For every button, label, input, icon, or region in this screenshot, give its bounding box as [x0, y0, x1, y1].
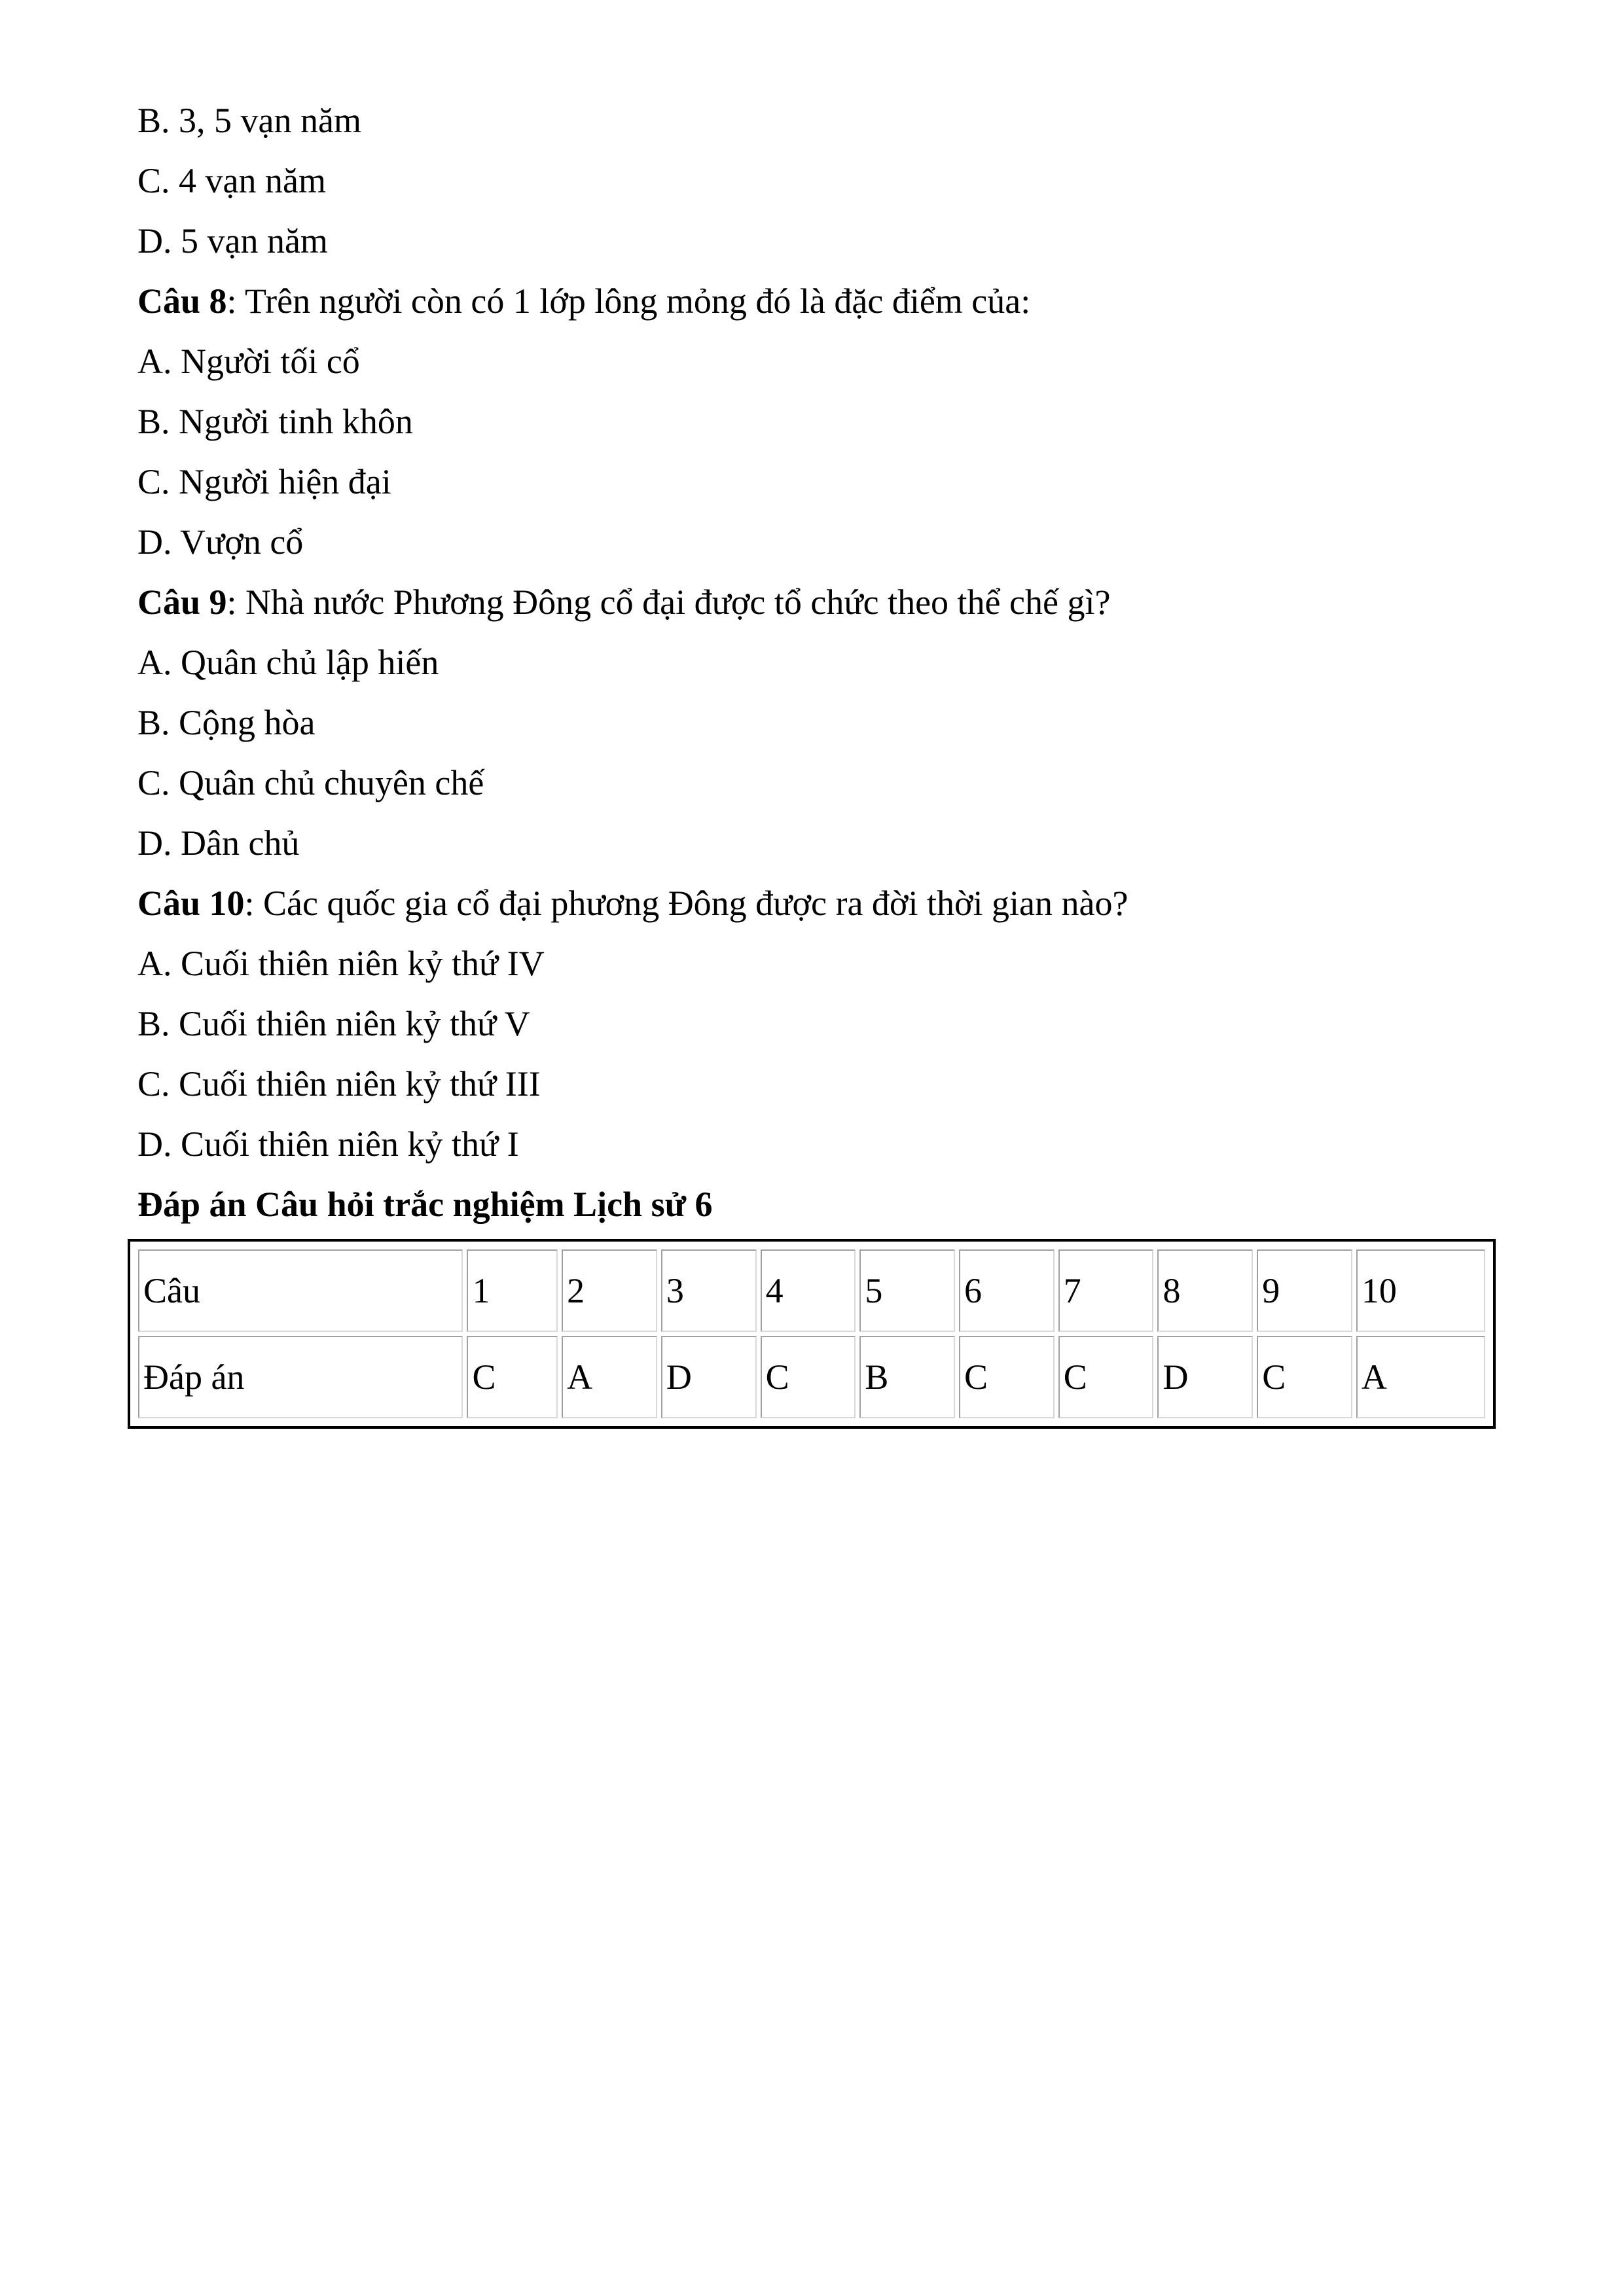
answer-cell: B: [859, 1336, 955, 1418]
option-line: A. Cuối thiên niên kỷ thứ IV: [137, 944, 545, 983]
answer-table: [128, 1239, 1496, 1429]
option-line: C. Người hiện đại: [137, 462, 391, 501]
question-number-cell: 7: [1058, 1249, 1154, 1332]
option-line: D. Cuối thiên niên kỷ thứ I: [137, 1124, 519, 1164]
option-line: B. Cộng hòa: [137, 703, 316, 742]
option-line: C. 4 vạn năm: [137, 161, 326, 200]
answer-cell: A: [1356, 1336, 1485, 1418]
answer-cell: C: [959, 1336, 1055, 1418]
table-row-header: Đáp án: [138, 1336, 463, 1418]
table-row-answers: [138, 1336, 1485, 1418]
document-body: [137, 90, 1499, 1234]
table-row-header: Câu: [138, 1249, 463, 1332]
question-number-cell: 4: [761, 1249, 856, 1332]
table-row-numbers: [138, 1249, 1485, 1332]
answer-cell: C: [1058, 1336, 1154, 1418]
answer-title: Đáp án Câu hỏi trắc nghiệm Lịch sử 6: [137, 1185, 713, 1224]
question-number-cell: 5: [859, 1249, 955, 1332]
question-number-cell: 6: [959, 1249, 1055, 1332]
option-line: B. Cuối thiên niên kỷ thứ V: [137, 1004, 530, 1043]
question-text: : Trên người còn có 1 lớp lông mỏng đó là đặc điểm của:: [226, 281, 1031, 321]
option-line: C. Quân chủ chuyên chế: [137, 763, 484, 802]
option-line: B. Người tinh khôn: [137, 402, 413, 441]
answer-cell: D: [1157, 1336, 1253, 1418]
question-text: : Các quốc gia cổ đại phương Đông được ra đời thời gian nào?: [244, 884, 1128, 923]
question-8: [137, 271, 1499, 331]
option-line: C. Cuối thiên niên kỷ thứ III: [137, 1064, 541, 1103]
question-label: Câu 10: [137, 884, 245, 923]
question-label: Câu 9: [137, 583, 227, 622]
answer-cell: C: [467, 1336, 558, 1418]
answer-cell: D: [661, 1336, 757, 1418]
question-text: : Nhà nước Phương Đông cổ đại được tổ chức theo thể chế gì?: [226, 583, 1111, 622]
answer-cell: A: [562, 1336, 657, 1418]
option-line: D. 5 vạn năm: [137, 221, 328, 260]
option-line: D. Dân chủ: [137, 823, 300, 863]
question-number-cell: 1: [467, 1249, 558, 1332]
option-line: A. Người tối cổ: [137, 342, 360, 381]
question-number-cell: 10: [1356, 1249, 1485, 1332]
question-number-cell: 9: [1257, 1249, 1352, 1332]
question-number-cell: 8: [1157, 1249, 1253, 1332]
option-line: B. 3, 5 vạn năm: [137, 101, 361, 140]
option-line: D. Vượn cổ: [137, 522, 304, 562]
question-number-cell: 2: [562, 1249, 657, 1332]
question-label: Câu 8: [137, 281, 227, 321]
answer-cell: C: [761, 1336, 856, 1418]
question-number-cell: 3: [661, 1249, 757, 1332]
option-line: A. Quân chủ lập hiến: [137, 643, 439, 682]
question-9: [137, 572, 1499, 632]
question-10: [137, 873, 1499, 933]
answer-cell: C: [1257, 1336, 1352, 1418]
